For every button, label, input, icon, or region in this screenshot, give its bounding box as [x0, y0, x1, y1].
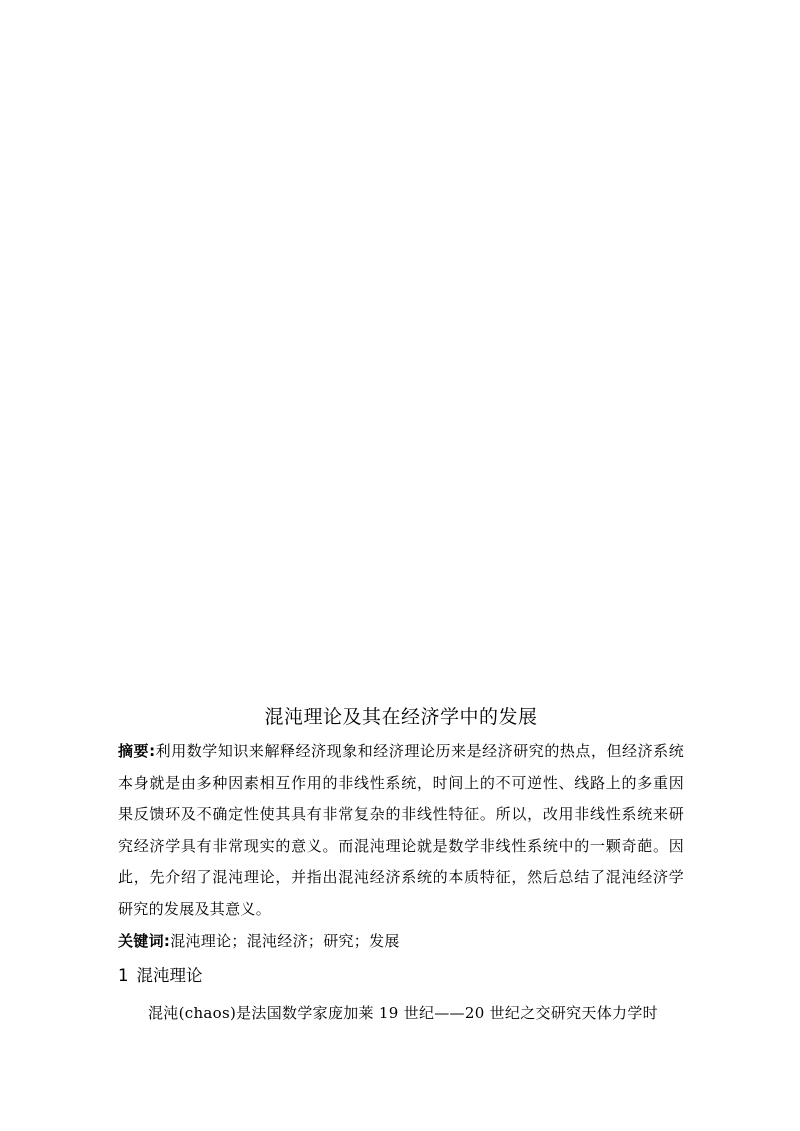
abstract-label: 摘要:: [118, 742, 156, 760]
abstract-paragraph: [118, 736, 684, 925]
keywords-label: 关键词:: [118, 932, 171, 950]
keywords-text: 混沌理论；混沌经济；研究；发展: [170, 932, 400, 950]
keywords-line: [118, 926, 684, 956]
document-content: [118, 703, 684, 1029]
abstract-text: 利用数学知识来解释经济现象和经济理论历来是经济研究的热点，但经济系统本身就是由多种因素相互作用的非线性系统，时间上的不可逆性、线路上的多重因果反馈环及不确定性使其具有非常复杂的非线性特征。所以，改用非线性系统来研究经济学具有非常现实的意义。而混沌理论就是数学非线性系统中的一颗奇葩。因此，先介绍了混沌理论，并指出混沌经济系统的本质特征，然后总结了混沌经济学研究的发展及其意义。: [118, 742, 684, 918]
section-title: 混沌理论: [136, 966, 203, 985]
document-title: 混沌理论及其在经济学中的发展: [264, 706, 538, 728]
section-heading: [118, 961, 684, 991]
section-number: 1: [118, 966, 129, 985]
section-paragraph: 混沌(chaos)是法国数学家庞加莱 19 世纪——20 世纪之交研究天体力学时: [148, 1004, 658, 1022]
